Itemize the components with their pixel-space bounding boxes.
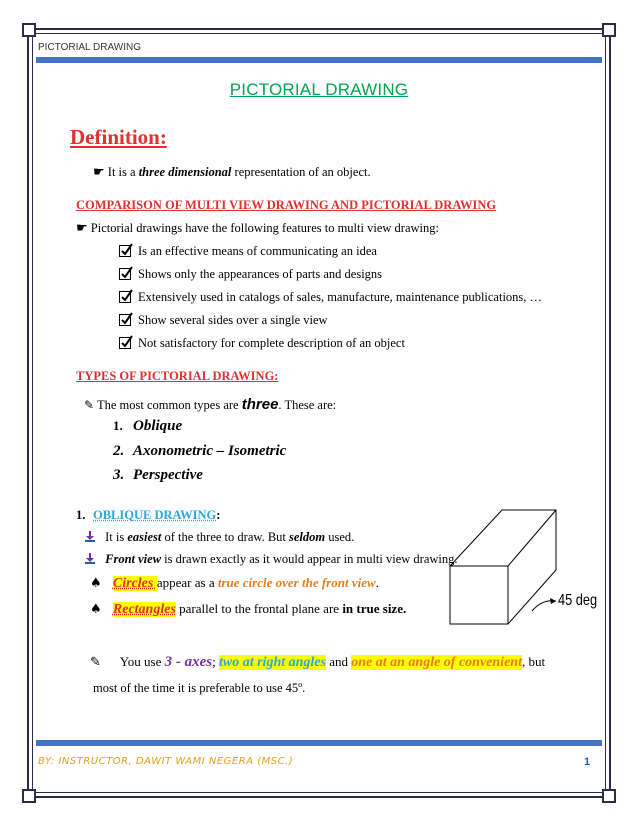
running-header: PICTORIAL DRAWING (38, 42, 141, 53)
spade-icon: ♠ (90, 576, 102, 591)
pencil-icon: ✎ (90, 655, 101, 670)
header-rule (36, 57, 602, 63)
comparison-heading: COMPARISON OF MULTI VIEW DRAWING AND PICTORIAL DRAWING (76, 198, 497, 212)
comparison-item: Is an effective means of communicating an idea (119, 244, 377, 259)
checkbox-icon (119, 314, 131, 326)
oblique-heading: 1. OBLIQUE DRAWING: (76, 508, 221, 522)
oblique-bullet: Front view is drawn exactly as it would appear in multi view drawing. (84, 552, 458, 567)
arrow-bullet-icon (84, 530, 96, 542)
corner-top-right (602, 23, 616, 37)
pencil-icon: ✎ (84, 398, 95, 412)
corner-bottom-right (602, 789, 616, 803)
comparison-item: Not satisfactory for complete description of an object (119, 336, 405, 351)
oblique-subbullet-rectangles: ♠ Rectangles parallel to the frontal plane are in true size. (90, 601, 407, 617)
axes-line-2: most of the time it is preferable to use 45$^o$. (93, 680, 306, 696)
oblique-bullet: It is easiest of the three to draw. But seldom used. (84, 530, 354, 545)
page-title: PICTORIAL DRAWING (229, 80, 409, 99)
corner-top-left (22, 23, 36, 37)
type-item-oblique: 1. Oblique (113, 418, 183, 434)
comparison-item: Show several sides over a single view (119, 313, 328, 328)
pointing-hand-icon: ☛ (76, 221, 88, 236)
checkbox-icon (119, 268, 131, 280)
comparison-intro: ☛ Pictorial drawings have the following features to multi view drawing: (76, 221, 439, 236)
comparison-item: Extensively used in catalogs of sales, manufacture, maintenance publications, … (119, 290, 542, 305)
checkbox-icon (119, 337, 131, 349)
arrow-bullet-icon (84, 552, 96, 564)
types-intro: ✎ The most common types are three. These are: (84, 396, 337, 413)
corner-bottom-left (22, 789, 36, 803)
angle-label: 45 deg (558, 592, 598, 609)
spade-icon: ♠ (90, 602, 102, 617)
checkbox-icon (119, 291, 131, 303)
page-number: 1 (584, 756, 591, 768)
footer-author: BY: INSTRUCTOR, DAWIT WAMI NEGERA (MSC.) (38, 756, 294, 767)
oblique-subbullet-circles: ♠ Circles appear as a true circle over the front view. (90, 575, 379, 591)
checkbox-icon (119, 245, 131, 257)
type-item-axonometric: 2. Axonometric – Isometric (113, 443, 287, 459)
definition-heading: Definition: (70, 125, 167, 149)
footer-rule (36, 740, 602, 746)
pointing-hand-icon: ☛ (93, 165, 105, 180)
axes-line: ✎ You use 3 - axes; two at right angles and one at an angle of convenient, but (90, 654, 546, 670)
comparison-item: Shows only the appearances of parts and designs (119, 267, 382, 282)
types-heading: TYPES OF PICTORIAL DRAWING: (76, 369, 279, 383)
angle-arrow-icon (530, 595, 560, 615)
type-item-perspective: 3. Perspective (113, 467, 203, 483)
definition-line: ☛ It is a three dimensional representation of an object. (93, 165, 371, 180)
